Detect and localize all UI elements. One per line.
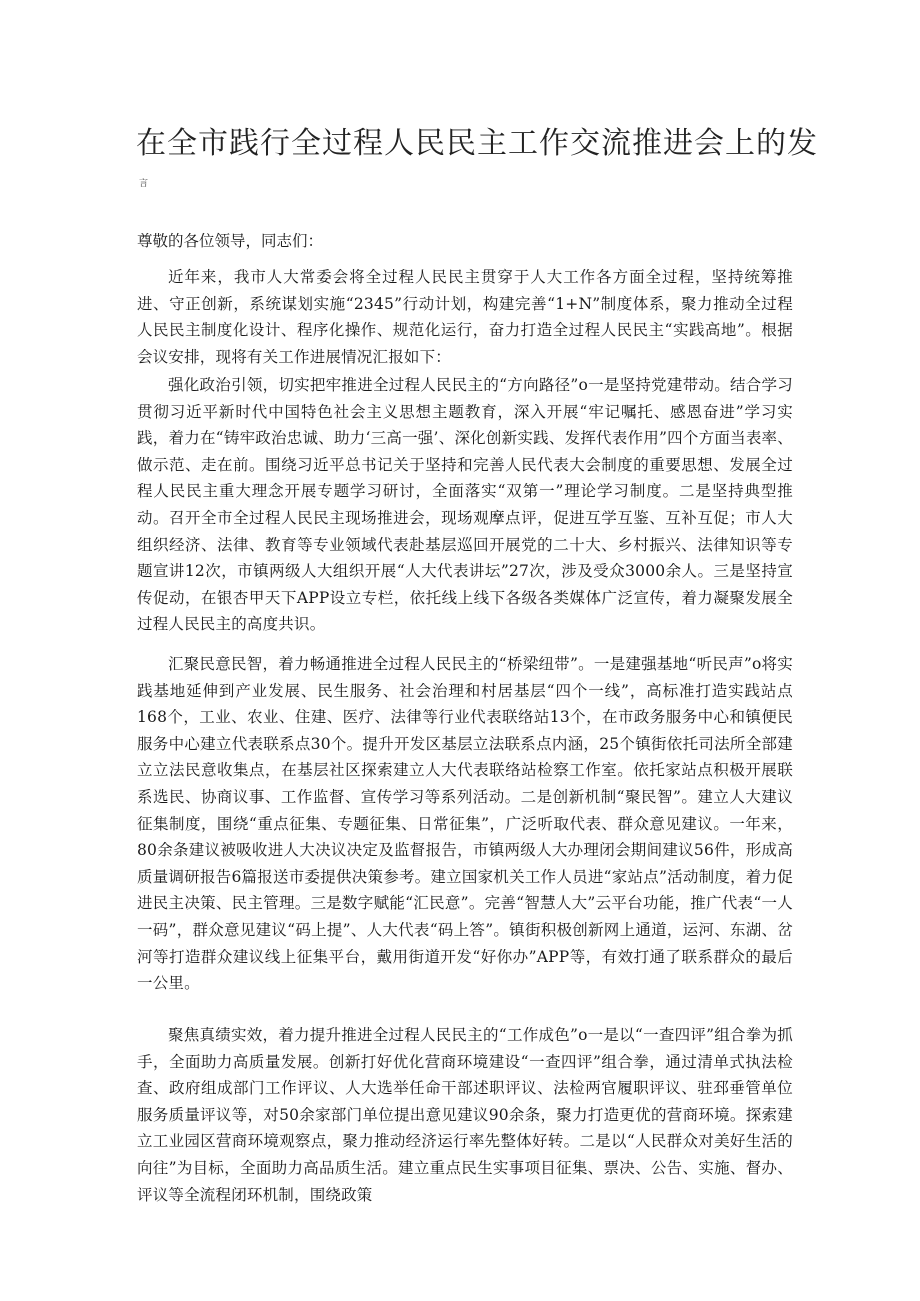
salutation: 尊敬的各位领导，同志们： bbox=[137, 232, 324, 250]
paragraph-public-opinion: 汇聚民意民智，着力畅通推进全过程人民民主的“桥梁纽带”。一是建强基地“听民声”o将实践基地延伸到产业发展、民生服务、社会治理和村居基层“四个一线”，高标准打造实践站点168个，工业、农业、住建、医疗、法律等行业代表联络站13个，在市政务服务中心和镇便民服务中心建立代表联系点30个。提升开发区基层立法联系点内涵，25个镇街依托司法所全部建立立法民意收集点，在基层社区探索建立人大代表联络站检察工作室。依托家站点积极开展联系选民、协商议事、工作监督、宣传学习等系列活动。二是创新机制“聚民智”。建立人大建议征集制度，围绕“重点征集、专题征集、日常征集”，广泛听取代表、群众意见建议。一年来，80余条建议被吸收进人大决议决定及监督报告，市镇两级人大办理闭会期间建议56件，形成高质量调研报告6篇报送市委提供决策参考。建立国家机关工作人员进“家站点”活动制度，着力促进民主决策、民主管理。三是数字赋能“汇民意”。完善“智慧人大”云平台功能，推广代表“一人一码”，群众意见建议“码上提”、人大代表“码上答”。镇街积极创新网上通道，运河、东湖、岔河等打造群众建议线上征集平台，戴用街道开发“好你办”APP等，有效打通了联系群众的最后一公里。 bbox=[137, 655, 793, 993]
document-title-continuation: 言 bbox=[139, 179, 149, 189]
document-title: 在全市践行全过程人民民主工作交流推进会上的发 bbox=[136, 126, 818, 161]
paragraph-intro: 近年来，我市人大常委会将全过程人民民主贯穿于人大工作各方面全过程，坚持统筹推进、守正创新，系统谋划实施“2345”行动计划，构建完善“1+N”制度体系，聚力推动全过程人民民主制度化设计、程序化操作、规范化运行，奋力打造全过程人民民主“实践高地”。根据会议安排，现将有关工作进展情况汇报如下： bbox=[137, 268, 793, 366]
paragraph-political-guidance: 强化政治引领，切实把牢推进全过程人民民主的“方向路径”o一是坚持党建带动。结合学习贯彻习近平新时代中国特色社会主义思想主题教育，深入开展“牢记嘱托、感恩奋进”学习实践，着力在“铸牢政治忠诚、助力‘三高一强’、深化创新实践、发挥代表作用”四个方面当表率、做示范、走在前。围绕习近平总书记关于坚持和完善人民代表大会制度的重要思想、发展全过程人民民主重大理念开展专题学习研讨，全面落实“双第一”理论学习制度。二是坚持典型推动。召开全市全过程人民民主现场推进会，现场观摩点评，促进互学互鉴、互补互促；市人大组织经济、法律、教育等专业领域代表赴基层巡回开展党的二十大、乡村振兴、法律知识等专题宣讲12次，市镇两级人大组织开展“人大代表讲坛”27次，涉及受众3000余人。三是坚持宣传促动，在银杏甲天下APP设立专栏，依托线上线下各级各类媒体广泛宣传，着力凝聚发展全过程人民民主的高度共识。 bbox=[137, 376, 793, 634]
paragraph-results: 聚焦真绩实效，着力提升推进全过程人民民主的“工作成色”o一是以“一查四评”组合拳为抓手，全面助力高质量发展。创新打好优化营商环境建设“一查四评”组合拳，通过清单式执法检查、政府组成部门工作评议、人大选举任命干部述职评议、法检两官履职评议、驻邳垂管单位服务质量评议等，对50余家部门单位提出意见建议90余条，聚力打造更优的营商环境。探索建立工业园区营商环境观察点，聚力推动经济运行率先整体好转。二是以“人民群众对美好生活的向往”为目标，全面助力高品质生活。建立重点民生实事项目征集、票决、公告、实施、督办、评议等全流程闭环机制，围绕政策 bbox=[137, 1026, 793, 1204]
